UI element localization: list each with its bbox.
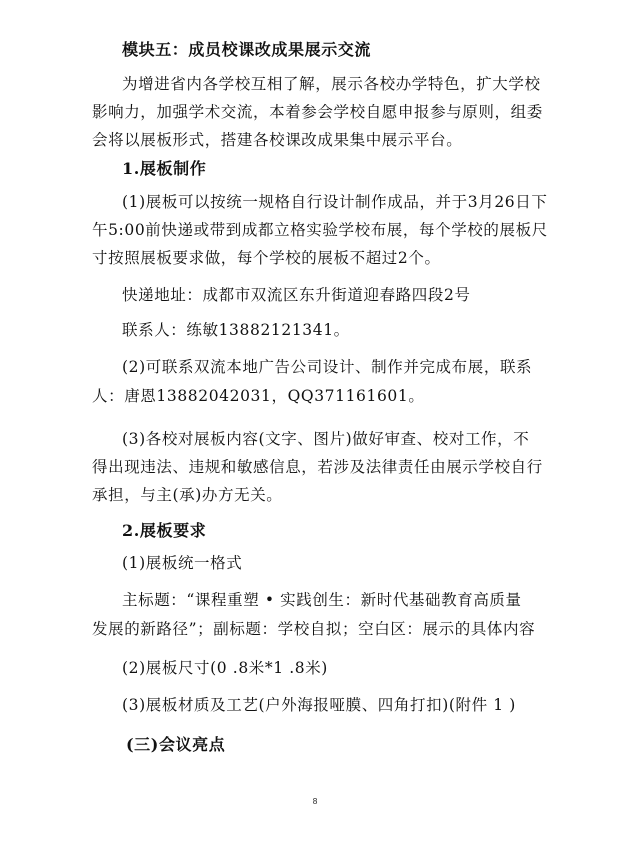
section2-title: 2.展板要求 [122, 521, 207, 540]
section1-item1-line-3: 寸按照展板要求做，每个学校的展板不超过2个。 [92, 249, 441, 267]
section2-item3: (3)展板材质及工艺(户外海报哑膜、四角打扣)(附件 1 ) [122, 696, 516, 714]
section2-item1: (1)展板统一格式 [122, 554, 243, 572]
section1-item3-line-1: (3)各校对展板内容(文字、图片)做好审查、校对工作，不 [122, 430, 530, 448]
main-title-line-2: 发展的新路径”；副标题：学校自拟；空白区：展示的具体内容 [92, 620, 536, 638]
section1-item1-line-1: (1)展板可以按统一规格自行设计制作成品，并于3月26日下 [122, 193, 548, 211]
main-title-line-1: 主标题：“课程重塑 • 实践创生：新时代基础教育高质量 [122, 591, 522, 609]
intro-line-1: 为增进省内各学校互相了解，展示各校办学特色，扩大学校 [122, 75, 541, 93]
module-title: 模块五：成员校课改成果展示交流 [122, 40, 372, 59]
section1-item2-line-1: (2)可联系双流本地广告公司设计、制作并完成布展，联系 [122, 358, 533, 376]
section3-title: (三)会议亮点 [126, 735, 226, 754]
section1-item1-line-2: 午5:00前快递或带到成都立格实验学校布展，每个学校的展板尺 [92, 221, 548, 239]
section1-title: 1.展板制作 [122, 159, 207, 178]
delivery-address: 快递地址：成都市双流区东升街道迎春路四段2号 [122, 286, 471, 304]
section1-item3-line-2: 得出现违法、违规和敏感信息，若涉及法律责任由展示学校自行 [92, 458, 543, 476]
section1-item3-line-3: 承担，与主(承)办方无关。 [92, 486, 283, 504]
page-number: 8 [312, 797, 318, 806]
section1-item2-line-2: 人：唐恩13882042031，QQ371161601。 [92, 387, 425, 405]
section2-item2: (2)展板尺寸(0 .8米*1 .8米) [122, 659, 328, 677]
contact-person: 联系人：练敏13882121341。 [122, 321, 350, 339]
intro-line-2: 影响力，加强学术交流，本着参会学校自愿申报参与原则，组委 [92, 103, 543, 121]
intro-line-3: 会将以展板形式，搭建各校课改成果集中展示平台。 [92, 131, 463, 149]
